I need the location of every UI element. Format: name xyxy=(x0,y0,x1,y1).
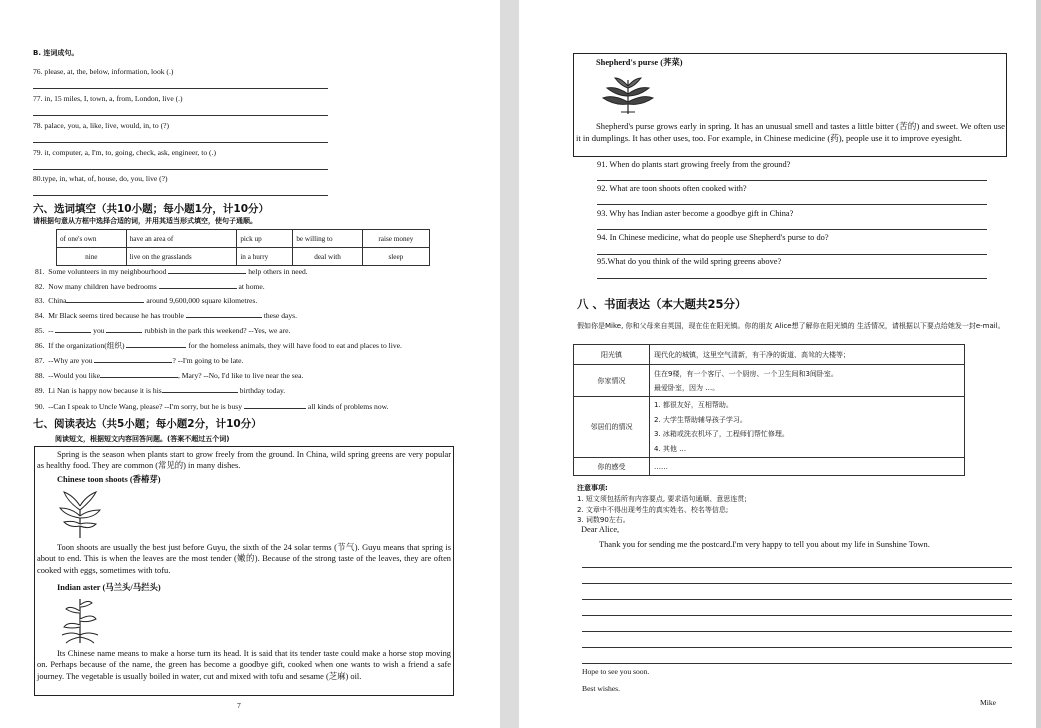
sentence-78: 78. palace, you, a, like, live, would, in, to (?) xyxy=(33,121,170,130)
heading-shepherd: Shepherd's purse (荠菜) xyxy=(596,58,683,67)
passage-intro: Spring is the season when plants start to grow freely from the ground. In China, wild spring greens are very popular as healthy food. They are common (常见的) in many dishes. xyxy=(37,450,451,471)
info-label-town: 阳光镇 xyxy=(574,345,650,365)
scrollbar[interactable] xyxy=(1036,0,1041,728)
notes-title: 注意事项: xyxy=(577,484,608,492)
blank-85b[interactable] xyxy=(106,325,142,333)
answer-line-92[interactable] xyxy=(597,204,987,205)
info-table xyxy=(573,344,965,476)
blank-86[interactable] xyxy=(126,340,186,348)
blank-85a[interactable] xyxy=(55,325,91,333)
info-label-feelings: 你的感受 xyxy=(574,458,650,476)
fill-item-90: 90. --Can I speak to Uncle Wang, please? --I'm sorry, but he is busy all kinds of problems now. xyxy=(35,402,389,411)
answer-line-76[interactable] xyxy=(33,88,328,89)
fill-item-88: 88. --Would you like , Mary? --No, I'd like to live near the sea. xyxy=(35,371,304,380)
letter-opening: Thank you for sending me the postcard.I'm very happy to tell you about my life in Sunshine Town. xyxy=(599,540,930,549)
info-label-home: 你家情况 xyxy=(574,365,650,397)
answer-line-80[interactable] xyxy=(33,195,328,196)
note-3: 3. 词数90左右。 xyxy=(577,516,630,524)
blank-83[interactable] xyxy=(66,295,144,303)
section6-title: 六、选词填空（共10小题；每小题1分，计10分） xyxy=(33,203,270,215)
writing-line-5[interactable] xyxy=(582,631,1012,632)
answer-line-93[interactable] xyxy=(597,229,987,230)
info-label-neighbours: 邻居们的情况 xyxy=(574,397,650,458)
letter-closing-1: Hope to see you soon. xyxy=(582,667,650,676)
writing-line-3[interactable] xyxy=(582,599,1012,600)
section7-title: 七、阅读表达（共5小题；每小题2分，计10分） xyxy=(33,418,262,430)
note-2: 2. 文章中不得出现考生的真实姓名、校名等信息; xyxy=(577,506,729,514)
answer-line-91[interactable] xyxy=(597,180,987,181)
fill-item-81: 81. Some volunteers in my neighbourhood help others in need. xyxy=(35,267,308,276)
word-option: sleep xyxy=(362,248,429,266)
writing-line-6[interactable] xyxy=(582,647,1012,648)
section8-title: 八 、书面表达（本大题共25分） xyxy=(577,297,747,311)
letter-signature: Mike xyxy=(980,698,997,707)
word-box xyxy=(56,229,430,266)
heading-aster: Indian aster (马兰头/马拦头) xyxy=(57,583,161,592)
question-93: 93. Why has Indian aster become a goodbye gift in China? xyxy=(597,209,794,218)
word-option: pick up xyxy=(237,230,293,248)
fill-item-89: 89. Li Nan is happy now because it is his birthday today. xyxy=(35,386,286,395)
answer-line-77[interactable] xyxy=(33,115,328,116)
answer-line-95[interactable] xyxy=(597,278,987,279)
writing-line-2[interactable] xyxy=(582,583,1012,584)
fill-item-86: 86. If the organization(组织) for the homeless animals, they will have food to eat and places to live. xyxy=(35,341,402,350)
aster-plant-illustration xyxy=(58,595,102,645)
writing-line-4[interactable] xyxy=(582,615,1012,616)
word-option: of one's own xyxy=(57,230,127,248)
info-value-town: 现代化的城镇，这里空气清新，有干净的街道、高耸的大楼等； xyxy=(650,345,965,365)
page-number: 7 xyxy=(237,701,241,710)
letter-closing-2: Best wishes. xyxy=(582,684,620,693)
answer-line-79[interactable] xyxy=(33,169,328,170)
fill-item-82: 82. Now many children have bedrooms at home. xyxy=(35,282,265,291)
word-option: nine xyxy=(57,248,127,266)
question-94: 94. In Chinese medicine, what do people use Shepherd's purse to do? xyxy=(597,233,829,242)
page-spine xyxy=(500,0,519,728)
sentence-79: 79. it, computer, a, I'm, to, going, check, ask, engineer, to (.) xyxy=(33,148,216,157)
note-1: 1. 短文须包括所有内容要点, 要求语句通顺、意思连贯; xyxy=(577,495,747,503)
blank-89[interactable] xyxy=(162,385,238,393)
fill-item-83: 83. China around 9,600,000 square kilometres. xyxy=(35,296,258,305)
fill-item-84: 84. Mr Black seems tired because he has trouble these days. xyxy=(35,311,298,320)
info-value-home: 住在9楼，有一个客厅、一个厨房、一个卫生间和3间卧室。 最爱卧室，因为 …。 xyxy=(650,365,965,397)
word-option: be willing to xyxy=(293,230,362,248)
word-option: live on the grasslands xyxy=(126,248,237,266)
answer-line-94[interactable] xyxy=(597,254,987,255)
section6-instruction: 请根据句意从方框中选择合适的词，并用其适当形式填空，使句子通顺。 xyxy=(33,217,257,225)
sentence-77: 77. in, 15 miles, I, town, a, from, London, live (.) xyxy=(33,94,183,103)
left-page xyxy=(0,0,500,728)
letter-salutation: Dear Alice, xyxy=(581,525,620,534)
writing-line-7[interactable] xyxy=(582,663,1012,664)
sentence-76: 76. please, at, the, below, information, look (.) xyxy=(33,67,174,76)
blank-82[interactable] xyxy=(159,281,237,289)
word-option: have an area of xyxy=(126,230,237,248)
info-value-neighbours: 1. 都很友好，互相帮助。 2. 大学生帮助辅导孩子学习。 3. 冰箱或洗衣机坏了，工程师们帮忙修理。 4. 其他 … xyxy=(650,397,965,458)
toon-plant-illustration xyxy=(58,488,102,540)
question-95: 95.What do you think of the wild spring greens above? xyxy=(597,257,782,266)
section8-prompt: 假如你是Mike, 你和父母来自英国，现在住在阳光镇。你的朋友 Alice想了解你在阳光镇的 生活情况，请根据以下要点给她发一封e-mail。 xyxy=(577,322,1005,330)
blank-88[interactable] xyxy=(100,370,178,378)
question-91: 91. When do plants start growing freely from the ground? xyxy=(597,160,791,169)
heading-toon: Chinese toon shoots (香椿芽) xyxy=(57,475,161,484)
blank-90[interactable] xyxy=(244,401,306,409)
section7-instruction: 阅读短文，根据短文内容回答问题。(答案不超过五个词) xyxy=(55,435,230,443)
fill-item-85: 85. -- you rubbish in the park this weekend? --Yes, we are. xyxy=(35,326,291,335)
passage-shepherd: Shepherd's purse grows early in spring. It has an unusual smell and tastes a little bitter (苦的) and sweet. We often use it in dumplings. It has other uses, too. For example, in Chinese medicine (药), people use it to improve eyesight. xyxy=(576,121,1005,143)
passage-aster: Its Chinese name means to make a horse turn its head. It is said that its tender taste could make a horse stop moving on. Perhaps because of the name, the green has become a goodbye gift, cooked when one wants to wish a friend a safe journey. The vegetable is usually boiled in water, cut and mixed with tofu and sesame (芝麻) oil. xyxy=(37,649,451,681)
writing-line-1[interactable] xyxy=(582,567,1012,568)
answer-line-78[interactable] xyxy=(33,142,328,143)
word-option: deal with xyxy=(293,248,362,266)
question-92: 92. What are toon shoots often cooked with? xyxy=(597,184,747,193)
blank-87[interactable] xyxy=(94,355,172,363)
shepherd-plant-illustration xyxy=(599,72,657,116)
section-b-title: B. 连词成句。 xyxy=(33,49,79,57)
blank-84[interactable] xyxy=(186,310,262,318)
passage-toon: Toon shoots are usually the best just before Guyu, the sixth of the 24 solar terms (节气). Guyu means that spring is about to end. This is when the leaves are the most tender (嫩的). Because of the strong taste of the leaves, they are often cooked with eggs, sometimes with tofu. xyxy=(37,543,451,575)
word-option: in a hurry xyxy=(237,248,293,266)
blank-81[interactable] xyxy=(168,266,246,274)
info-value-feelings: …… xyxy=(650,458,965,476)
word-option: raise money xyxy=(362,230,429,248)
fill-item-87: 87. --Why are you ? --I'm going to be late. xyxy=(35,356,244,365)
sentence-80: 80.type, in, what, of, house, do, you, live (?) xyxy=(33,174,168,183)
